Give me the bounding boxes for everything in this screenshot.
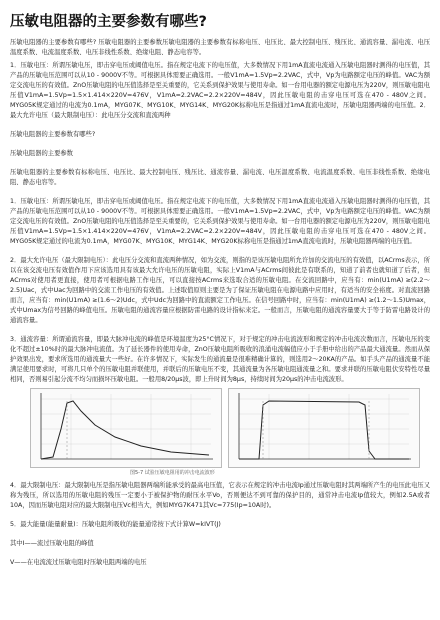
intro-paragraph: 压敏电阻器的主要参数有哪些? 压敏电阻器的主要参数压敏电阻器的主要参数有标称电压、电压比、最大控制电压、残压比、通流容量、漏电流、电压温度系数、电流温度系数、电压非线性系数、绝缘电阻、静态电容等。 bbox=[10, 39, 430, 56]
question-heading: 压敏电阻器的主要参数有哪些? bbox=[10, 131, 96, 138]
max-energy-paragraph: 5．最大能量(能量耐量)：压敏电阻所吸收的能量通常按下式计算W=kIVT(J) bbox=[10, 521, 221, 528]
page-title: 压敏电阻器的主要参数有哪些? bbox=[10, 14, 207, 30]
summary-paragraph: 1．压敏电压：所谓压敏电压，即击穿电压或阈值电压。指在规定电流下的电压值，大多数情况下用1mA直流电流通入压敏电阻器时测得的电压值，其产品的压敏电压范围可以从10 - 9000V不等。可根据具体需要正确选用。一般V1mA=1.5Vp=2.2VAC，式中，Vp为电路额定电压的峰值。VAC为额定交流电压的有效值。ZnO压敏电阻的电压值选择是至关重要的，它关系到保护效果与使用寿命。如一台用电器的额定电源电压为220V，则压敏电阻电压值V1mA=1.5Vp=1.5×1.414×220V=476V，V1mA=2.2VAC=2.2×220V=484V，因此压敏电阻的击穿电压可选在470 - 480V之间。MYG05K规定通过的电流为0.1mA，MYG07K、MYG10K、MYG14K、MYG20K标称电压是指通过1mA直流电流时，压敏电阻器两端的电压值。2．最大允许电压（最大限制电压）：此电压分交流和直流两种 bbox=[10, 62, 430, 119]
formula-note-i: 其中I——流过压敏电阻的峰值 bbox=[10, 540, 94, 547]
formula-note-v: V——在电流流过压敏电阻时压敏电阻两端的电压 bbox=[10, 559, 147, 566]
varistor-voltage-paragraph: 1．压敏电压：所谓压敏电压，即击穿电压或阈值电压。指在规定电流下的电压值，大多数情况下用1mA直流电流通入压敏电阻器时测得的电压值，其产品的压敏电压范围可以从10 - 9000V不等。可根据具体需要正确选用。一般V1mA=1.5Vp=2.2VAC，式中，Vp为电路额定电压的峰值。VAC为额定交流电压的有效值。ZnO压敏电阻的电压值选择是至关重要的，它关系到保护效果与使用寿命。如一台用电器的额定电源电压为220V，则压敏电阻电压值V1mA=1.5Vp=1.5×1.414×220V=476V，V1mA=2.2VAC=2.2×220V=484V，因此压敏电阻的击穿电压可选在470 - 480V之间。MYG05K规定通过的电流为0.1mA，MYG07K、MYG10K、MYG14K、MYG20K标称电压是指通过1mA直流电流时，压敏电阻器两端的电压值。 bbox=[10, 198, 430, 245]
max-allowed-voltage-paragraph: 2．最大允许电压（最大限制电压）：此电压分交流和直流两种情况，如为交流，则指的是该压敏电阻所允许加的交流电压的有效值，以ACrms表示，所以在该交流电压有效值作用下应该选用具有该最大允许电压的压敏电阻，实际上V1mA与ACrms间彼此是有联系的，知道了前者也就知道了后者，但ACrms对使用者更直接，使用者可根据电路工作电压，可以直接按ACrms来选取合适的压敏电阻。在交流回路中，应当有：min(U1mA) ≥(2.2～2.5)Uac，式中Uac为回路中的交流工作电压的有效值。上述取值原则主要是为了保证压敏电阻在电源电路中应用时，有适当的安全裕度。对直流回路而言，应当有：min(U1mA) ≥(1.6～2)Udc，式中Udc为回路中的直流额定工作电压。在信号回路中时，应当有：min(U1mA) ≥(1.2～1.5)Umax，式中Umax为信号回路的峰值电压。压敏电阻的通流容量应根据防雷电路的设计指标来定。一般而言，压敏电阻的通流容量要大于等于防雷电路设计的通流容量。 bbox=[10, 257, 430, 324]
figure-caption: 图5-7 试验压敏电阻用的冲击电流波形 bbox=[130, 470, 215, 476]
section-heading: 压敏电阻器的主要参数 bbox=[10, 150, 73, 157]
waveform-image-right bbox=[228, 388, 420, 468]
flow-capacity-paragraph: 3．通流容量：所谓通流容量，即最大脉冲电流的峰值是环境温度为25°C情况下，对于规定的冲击电流波形和规定的冲击电流次数而言，压敏电压的变化不超过±10%时的最大脉冲电流值。为了延长器件的使用寿命，ZnO压敏电阻所吸收的浪涌电流幅值应小于手册中给出的产品最大通流量。然而从保护效果出发，要求所选用的通流量大一些好。在许多情况下，实际发生的通流量是很难精确计算的，则选用2～20KA的产品。如手头产品的通流量不能满足使用要求时，可将几只单个的压敏电阻并联使用，并联后的压敏电压不变，其通流量为各压敏电阻通流量之和。要求并联的压敏电阻伏安特性尽量相同，否则易引起分流不均匀而损坏压敏电阻。一般用8/20μs波，即上升时间为8μs，持续时间为20μs的冲击电流波形。 bbox=[10, 336, 430, 383]
article-body bbox=[0, 31, 440, 568]
waveform-figure bbox=[30, 388, 430, 468]
waveform-image-left bbox=[30, 388, 222, 468]
max-limit-voltage-paragraph: 4．最大限制电压：最大限制电压是指压敏电阻器两端所能承受的最高电压值，它表示在规定的冲击电流Ip通过压敏电阻时其两端所产生的电压此电压又称为残压，所以选用的压敏电阻的残压一定要小于被保护物的耐压水平Vo，否则便达不到可靠的保护目的，通常冲击电流Ip值较大，例如2.5A或者10A，因而压敏电阻对应的最大限制电压Vc相当大，例如MYG7K471其Vc=775(Ip=10A时)。 bbox=[10, 482, 430, 509]
params-paragraph: 压敏电阻器的主要参数有标称电压、电压比、最大控制电压、残压比、通流容量、漏电流、电压温度系数、电流温度系数、电压非线性系数、绝缘电阻、静态电容等。 bbox=[10, 169, 430, 186]
